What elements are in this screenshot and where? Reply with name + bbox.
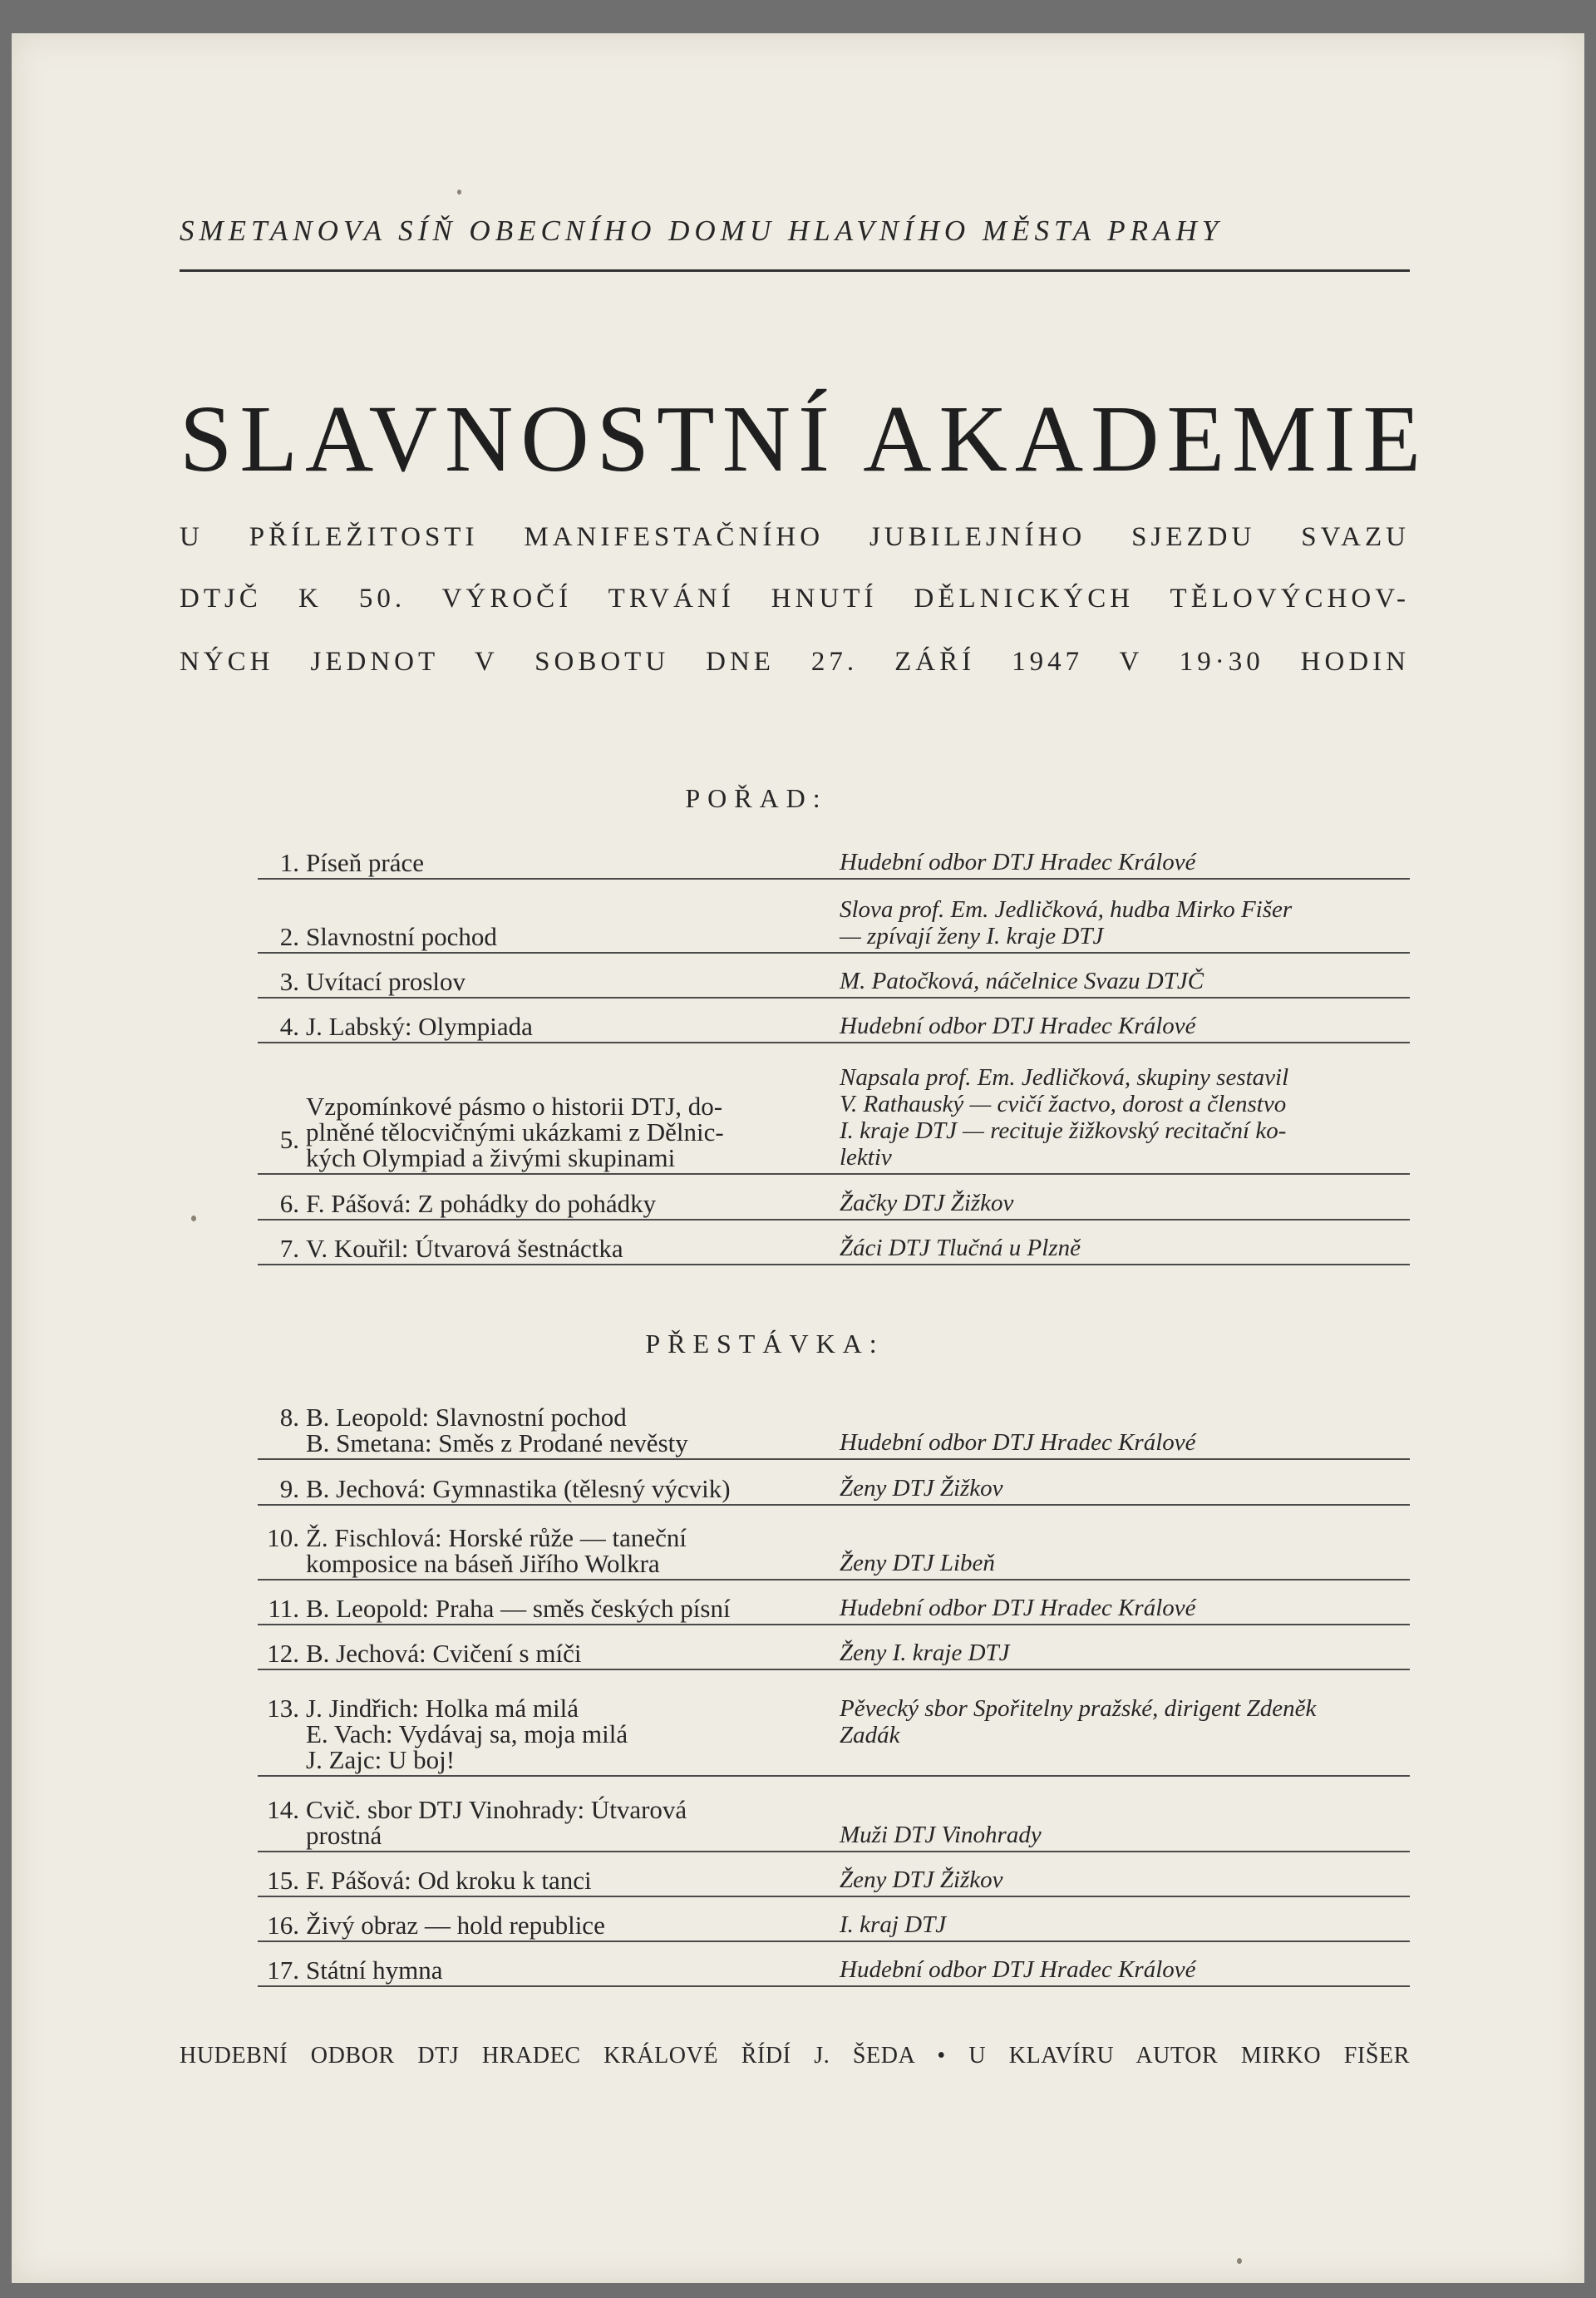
venue-heading: SMETANOVA SÍŇ OBECNÍHO DOMU HLAVNÍHO MĚSTA PRAHY xyxy=(180,215,1224,247)
item-title: F. Pášová: Z pohádky do pohádky xyxy=(306,1189,657,1218)
item-number: 12. xyxy=(267,1639,299,1668)
program-row xyxy=(258,1942,1410,1987)
subtitle-line: U PŘÍLEŽITOSTI MANIFESTAČNÍHO JUBILEJNÍHO SJEZDU SVAZU xyxy=(180,522,1410,552)
item-performer: Hudební odbor DTJ Hradec Králové xyxy=(840,1013,1196,1039)
page-title: SLAVNOSTNÍ AKADEMIE xyxy=(180,386,1429,491)
program-row xyxy=(258,1460,1410,1506)
item-number: 16. xyxy=(267,1911,299,1940)
item-performer: Ženy DTJ Žižkov xyxy=(840,1475,1003,1502)
item-number: 1. xyxy=(279,848,299,877)
item-title: Státní hymna xyxy=(306,1955,443,1985)
item-performer: Muži DTJ Vinohrady xyxy=(840,1822,1042,1848)
paper-spot xyxy=(1237,2258,1242,2264)
item-title: B. Leopold: Slavnostní pochod B. Smetana: Směs z Prodané nevěsty xyxy=(306,1403,688,1457)
paper-spot xyxy=(191,1216,196,1221)
program-row xyxy=(258,1043,1410,1175)
item-performer: Ženy DTJ Libeň xyxy=(840,1550,995,1576)
program-row xyxy=(258,954,1410,999)
item-performer: M. Patočková, náčelnice Svazu DTJČ xyxy=(840,968,1204,994)
item-title: B. Jechová: Cvičení s míči xyxy=(306,1639,582,1668)
item-title: Ž. Fischlová: Horské růže — taneční komposice na báseň Jiřího Wolkra xyxy=(306,1523,687,1578)
item-performer: Hudební odbor DTJ Hradec Králové xyxy=(840,1595,1196,1621)
item-number: 17. xyxy=(267,1955,299,1985)
item-performer: Ženy DTJ Žižkov xyxy=(840,1867,1003,1893)
item-number: 10. xyxy=(267,1523,299,1552)
program-row xyxy=(258,836,1410,880)
item-title: Uvítací proslov xyxy=(306,967,466,996)
subtitle-line: NÝCH JEDNOT V SOBOTU DNE 27. ZÁŘÍ 1947 V 19·30 HODIN xyxy=(180,647,1410,677)
program-row xyxy=(258,880,1410,954)
program-heading: POŘAD: xyxy=(685,783,828,813)
program-row xyxy=(258,1390,1410,1460)
item-title: J. Jindřich: Holka má milá E. Vach: Vydávaj sa, moja milá J. Zajc: U boj! xyxy=(306,1694,628,1774)
item-number: 7. xyxy=(279,1234,299,1263)
program-row xyxy=(258,1221,1410,1265)
program-row xyxy=(258,1777,1410,1852)
item-number: 5. xyxy=(279,1125,299,1154)
item-number: 9. xyxy=(279,1474,299,1503)
item-number: 11. xyxy=(268,1594,299,1623)
program-list-second-part xyxy=(258,1390,1410,1987)
program-row xyxy=(258,1580,1410,1625)
item-number: 4. xyxy=(279,1012,299,1041)
item-number: 2. xyxy=(279,922,299,951)
program-row xyxy=(258,1175,1410,1221)
item-title: Živý obraz — hold republice xyxy=(306,1911,605,1940)
item-number: 14. xyxy=(267,1795,299,1824)
item-title: J. Labský: Olympiada xyxy=(306,1012,533,1041)
program-row xyxy=(258,1852,1410,1897)
paper-spot xyxy=(457,190,461,195)
program-row xyxy=(258,1625,1410,1670)
item-title: Slavnostní pochod xyxy=(306,922,497,951)
program-row xyxy=(258,1670,1410,1777)
intermission-heading: PŘESTÁVKA: xyxy=(645,1329,884,1359)
item-performer: Pěvecký sbor Spořitelny pražské, dirigent Zdeněk Zadák xyxy=(840,1695,1317,1748)
item-title: F. Pášová: Od kroku k tanci xyxy=(306,1866,592,1895)
item-performer: Hudební odbor DTJ Hradec Králové xyxy=(840,849,1196,875)
venue-rule xyxy=(180,269,1410,272)
item-title: V. Kouřil: Útvarová šestnáctka xyxy=(306,1234,623,1263)
subtitle-line: DTJČ K 50. VÝROČÍ TRVÁNÍ HNUTÍ DĚLNICKÝCH TĚLOVÝCHOV- xyxy=(180,584,1410,614)
item-title: Cvič. sbor DTJ Vinohrady: Útvarová prostná xyxy=(306,1795,687,1850)
item-performer: Slova prof. Em. Jedličková, hudba Mirko Fišer — zpívají ženy I. kraje DTJ xyxy=(840,896,1293,949)
footer-credits: HUDEBNÍ ODBOR DTJ HRADEC KRÁLOVÉ ŘÍDÍ J. ŠEDA • U KLAVÍRU AUTOR MIRKO FIŠER xyxy=(180,2043,1410,2069)
program-row xyxy=(258,999,1410,1043)
item-performer: Napsala prof. Em. Jedličková, skupiny sestavil V. Rathauský — cvičí žactvo, dorost a členstvo I. kraje DTJ — recituje žižkovský recitační ko- lektiv xyxy=(840,1064,1289,1171)
item-title: B. Jechová: Gymnastika (tělesný výcvik) xyxy=(306,1474,731,1503)
item-title: Vzpomínkové pásmo o historii DTJ, do- plněné tělocvičnými ukázkami z Dělnic- kých Olympiad a živými skupinami xyxy=(306,1092,724,1172)
item-title: Píseň práce xyxy=(306,848,425,877)
item-performer: I. kraj DTJ xyxy=(840,1911,947,1938)
program-list xyxy=(258,836,1410,1265)
item-performer: Hudební odbor DTJ Hradec Králové xyxy=(840,1956,1196,1983)
item-performer: Žačky DTJ Žižkov xyxy=(840,1190,1014,1216)
item-number: 15. xyxy=(267,1866,299,1895)
item-performer: Ženy I. kraje DTJ xyxy=(840,1640,1010,1666)
item-performer: Žáci DTJ Tlučná u Plzně xyxy=(840,1235,1081,1261)
item-number: 13. xyxy=(267,1694,299,1723)
program-row xyxy=(258,1506,1410,1580)
item-number: 8. xyxy=(279,1403,299,1432)
program-row xyxy=(258,1897,1410,1942)
item-performer: Hudební odbor DTJ Hradec Králové xyxy=(840,1429,1196,1456)
item-number: 6. xyxy=(279,1189,299,1218)
item-number: 3. xyxy=(279,967,299,996)
item-title: B. Leopold: Praha — směs českých písní xyxy=(306,1594,731,1623)
